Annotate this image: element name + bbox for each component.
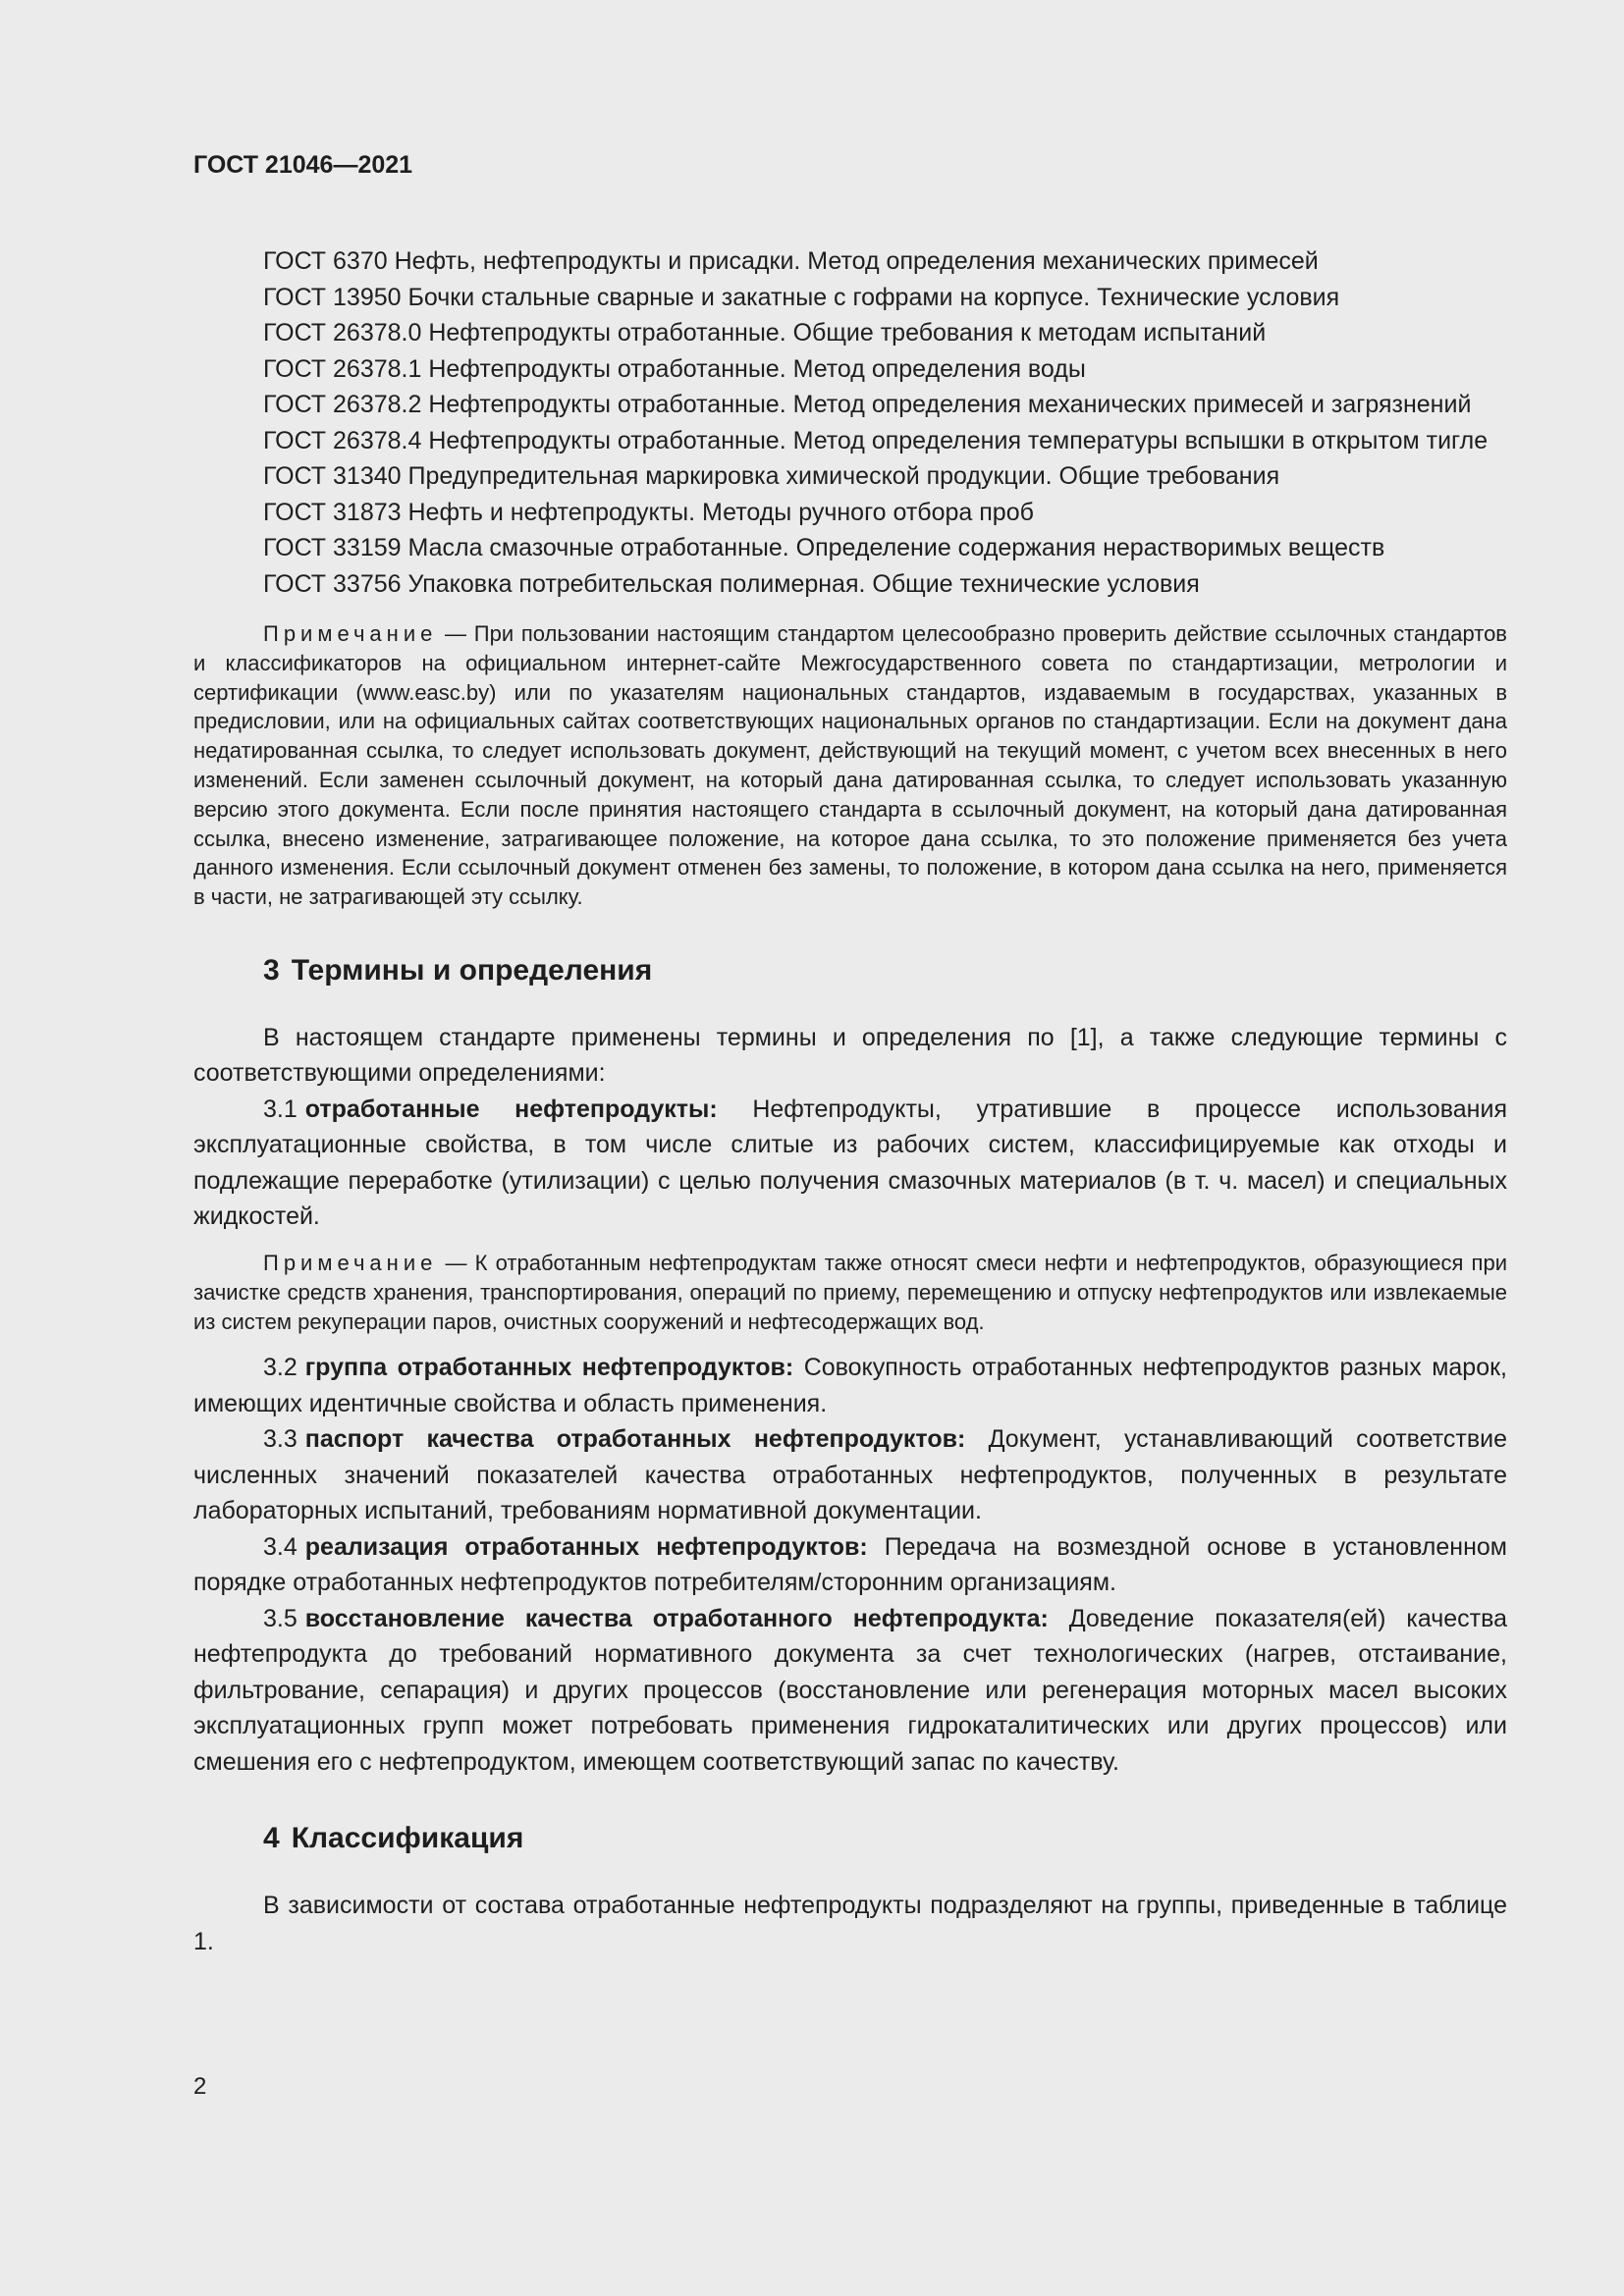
note-label: Примечание xyxy=(263,1250,438,1275)
term-number: 3.2 xyxy=(263,1354,298,1382)
section-title: Классификация xyxy=(291,1822,524,1855)
term-name: отработанные нефтепродукты: xyxy=(304,1095,718,1123)
term-definition: Документ, устанавливающий соответствие численных значений показателей качества отработанных нефтепродуктов, полученных в результате лабораторных испытаний, требованиям нормативной документации. xyxy=(193,1425,1507,1525)
term-name: реализация отработанных нефтепродуктов: xyxy=(304,1532,868,1561)
section-4-text: В зависимости от состава отработанные нефтепродукты подразделяют на группы, приведенные в таблице 1. xyxy=(193,1892,1507,1955)
document-page xyxy=(193,147,1507,1959)
page-number: 2 xyxy=(193,2073,207,2100)
note-label: Примечание xyxy=(263,621,438,646)
section-3-intro: В настоящем стандарте применены термины и определения по [1], а также следующие термины с соответствующими определениями: xyxy=(193,1023,1507,1088)
term-name: восстановление качества отработанного нефтепродукта: xyxy=(304,1604,1049,1632)
reference-item: ГОСТ 6370 Нефть, нефтепродукты и присадки. Метод определения механических примесей xyxy=(263,247,1319,275)
term-definition: Совокупность отработанных нефтепродуктов разных марок, имеющих идентичные свойства и область применения. xyxy=(193,1354,1507,1417)
reference-item: ГОСТ 13950 Бочки стальные сварные и закатные с гофрами на корпусе. Технические условия xyxy=(263,283,1340,311)
reference-item: ГОСТ 26378.0 Нефтепродукты отработанные. Общие требования к методам испытаний xyxy=(263,319,1267,347)
term-number: 3.1 xyxy=(263,1095,298,1123)
section-number: 4 xyxy=(263,1822,280,1855)
references-list xyxy=(193,243,1507,602)
term-3-1 xyxy=(193,1092,1507,1235)
term-note xyxy=(193,1249,1507,1336)
term-name: паспорт качества отработанных нефтепродуктов: xyxy=(304,1425,966,1454)
section-3-heading xyxy=(193,951,1507,990)
term-3-3 xyxy=(193,1421,1507,1529)
section-number: 3 xyxy=(263,953,280,987)
section-4-heading xyxy=(193,1819,1507,1858)
references-note xyxy=(193,619,1507,912)
reference-item: ГОСТ 33756 Упаковка потребительская полимерная. Общие технические условия xyxy=(263,569,1200,598)
term-3-2 xyxy=(193,1350,1507,1421)
document-header: ГОСТ 21046—2021 xyxy=(193,151,413,179)
reference-item: ГОСТ 26378.1 Нефтепродукты отработанные. Метод определения воды xyxy=(263,354,1086,383)
term-definition: Нефтепродукты, утратившие в процессе использования эксплуатационные свойства, в том числе слитые из рабочих систем, классифицируемые как отходы и подлежащие переработке (утилизации) с целью получения смазочных материалов (в т. ч. масел) и специальных жидкостей. xyxy=(193,1095,1507,1231)
term-3-5 xyxy=(193,1601,1507,1781)
reference-item: ГОСТ 26378.2 Нефтепродукты отработанные. Метод определения механических примесей и загрязнений xyxy=(263,391,1472,418)
note-text: — При пользовании настоящим стандартом целесообразно проверить действие ссылочных стандартов и классификаторов на официальном интернет-сайте Межгосударственного совета по стандартизации, метрологии и сертификации (www.easc.by) или по указателям национальных стандартов, издаваемым в государствах, указанных в предисловии, или на официальных сайтах соответствующих национальных органов по стандартизации. Если на документ дана недатированная ссылка, то следует использовать документ, действующий на текущий момент, с учетом всех внесенных в него изменений. Если заменен ссылочный документ, на который дана датированная ссылка, то следует использовать указанную версию этого документа. Если после принятия настоящего стандарта в ссылочный документ, на который дана датированная ссылка, внесено изменение, затрагивающее положение, на которое дана ссылка, то это положение применяется без учета данного изменения. Если ссылочный документ отменен без замены, то положение, в котором дана ссылка на него, применяется в части, не затрагивающей эту ссылку. xyxy=(193,621,1507,910)
reference-item: ГОСТ 31340 Предупредительная маркировка химической продукции. Общие требования xyxy=(263,462,1280,490)
term-number: 3.4 xyxy=(263,1532,298,1561)
term-name: группа отработанных нефтепродуктов: xyxy=(304,1354,794,1382)
reference-item: ГОСТ 33159 Масла смазочные отработанные. Определение содержания нерастворимых веществ xyxy=(263,534,1385,561)
term-definition: Доведение показателя(ей) качества нефтепродукта до требований нормативного документа за счет технологических (нагрев, отстаивание, фильтрование, сепарация) и других процессов (восстановление или регенерация моторных масел высоких эксплуатационных групп может потребовать применения гидрокаталитических или других процессов) или смешения его с нефтепродуктом, имеющем соответствующий запас по качеству. xyxy=(193,1604,1507,1776)
reference-item: ГОСТ 26378.4 Нефтепродукты отработанные. Метод определения температуры вспышки в открытом тигле xyxy=(263,426,1489,454)
term-3-4 xyxy=(193,1529,1507,1601)
section-title: Термины и определения xyxy=(291,953,653,987)
note-text: — К отработанным нефтепродуктам также относят смеси нефти и нефтепродуктов, образующиеся при зачистке средств хранения, транспортирования, операций по приему, перемещению и отпуску нефтепродуктов или извлекаемые из систем рекуперации паров, очистных сооружений и нефтесодержащих вод. xyxy=(193,1250,1507,1334)
reference-item: ГОСТ 31873 Нефть и нефтепродукты. Методы ручного отбора проб xyxy=(263,498,1034,526)
term-definition: Передача на возмездной основе в установленном порядке отработанных нефтепродуктов потребителям/сторонним организациям. xyxy=(193,1532,1507,1597)
term-number: 3.3 xyxy=(263,1425,298,1454)
term-number: 3.5 xyxy=(263,1604,298,1632)
